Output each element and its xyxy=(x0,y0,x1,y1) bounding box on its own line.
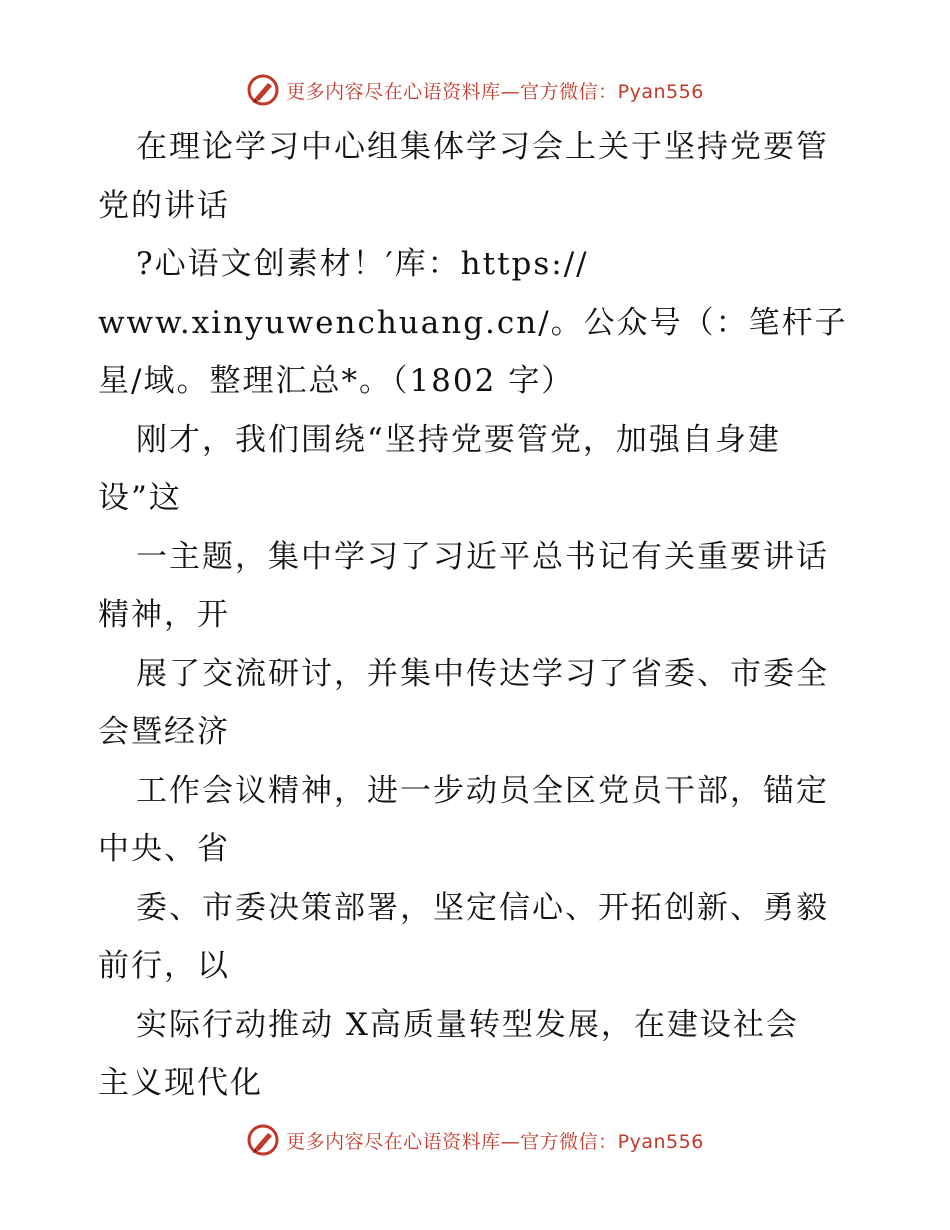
document-line: 中央、省 xyxy=(98,831,230,867)
document-line: 党的讲话 xyxy=(98,187,230,224)
header-banner xyxy=(0,70,950,110)
document-line: 设”这 xyxy=(98,480,182,516)
document-line: 在理论学习中心组集体学习会上关于坚持党要管 xyxy=(136,129,829,165)
document-line: 实际行动推动 X高质量转型发展，在建设社会 xyxy=(136,1006,799,1043)
footer-banner-text: 更多内容尽在心语资料库—官方微信：Pyan556 xyxy=(286,1130,704,1153)
document-body xyxy=(98,118,858,1113)
document-line: 星/域。整理汇总*。（1802 字） xyxy=(98,363,575,399)
document-line: 工作会议精神，进一步动员全区党员干部，锚定 xyxy=(136,772,829,809)
document-line: 刚才，我们围绕“坚持党要管党，加强自身建 xyxy=(136,421,781,458)
document-line: www.xinyuwenchuang.cn/。公众号（：笔杆子 xyxy=(98,304,848,341)
document-line: ?心语文创素材！′库：https:// xyxy=(136,246,589,282)
document-line: 前行，以 xyxy=(98,948,230,984)
pen-logo-icon xyxy=(246,1123,280,1157)
document-line: 一主题，集中学习了习近平总书记有关重要讲话 xyxy=(136,538,829,575)
document-line: 展了交流研讨，并集中传达学习了省委、市委全 xyxy=(136,655,829,692)
document-line: 精神，开 xyxy=(98,597,230,633)
pen-logo-icon xyxy=(246,73,280,107)
document-line: 会暨经济 xyxy=(98,714,230,750)
document-line: 委、市委决策部署，坚定信心、开拓创新、勇毅 xyxy=(136,889,829,926)
header-banner-text: 更多内容尽在心语资料库—官方微信：Pyan556 xyxy=(286,80,704,103)
footer-banner xyxy=(0,1120,950,1160)
document-line: 主义现代化 xyxy=(98,1065,263,1101)
